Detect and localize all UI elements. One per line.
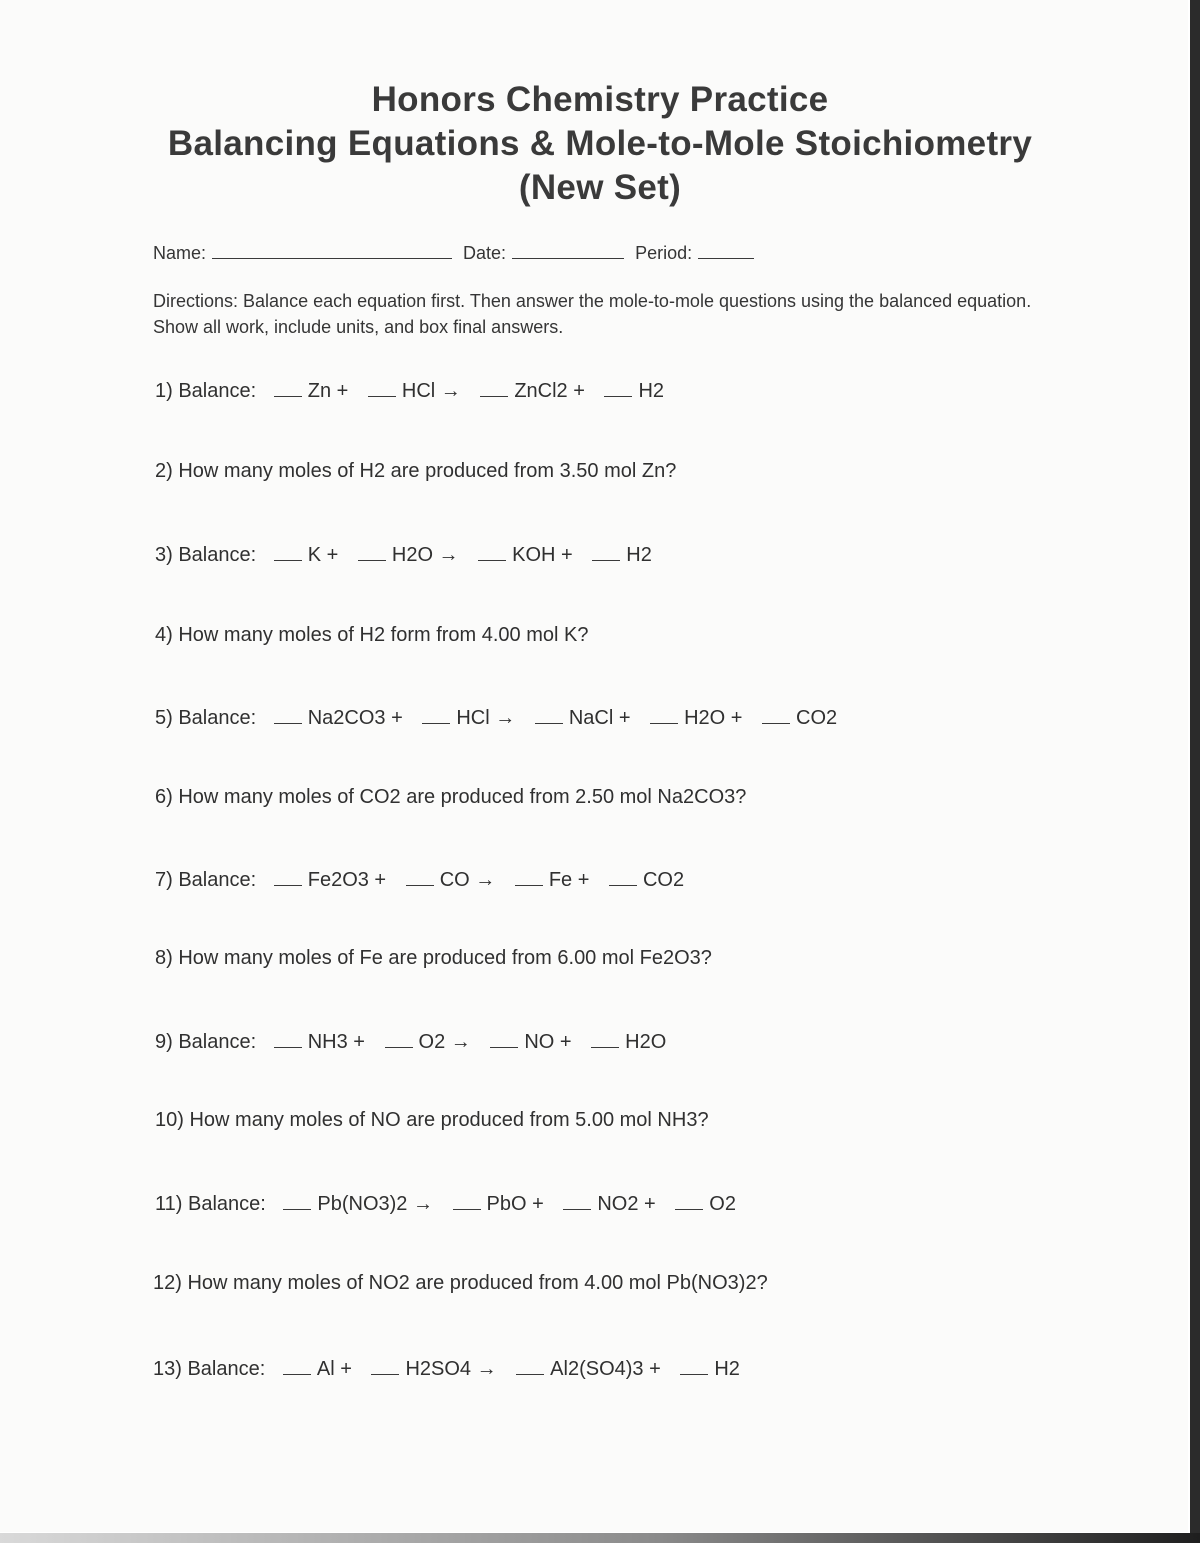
equation-term: HCl → xyxy=(401,380,461,402)
item-5-balance xyxy=(155,705,845,730)
name-blank[interactable] xyxy=(212,240,452,259)
item-9-balance xyxy=(155,1029,674,1054)
item-label: 5) Balance: xyxy=(155,707,257,729)
item-1-balance xyxy=(155,378,672,403)
equation-term: H2O + xyxy=(684,707,743,729)
name-label: Name: xyxy=(153,243,207,263)
title-line-1: Honors Chemistry Practice xyxy=(371,80,829,119)
equation-term: NO2 + xyxy=(597,1193,656,1215)
equation-term: H2 xyxy=(638,380,665,402)
page-edge-shadow-bottom xyxy=(0,1533,1200,1543)
equation-term: NH3 + xyxy=(307,1031,365,1053)
equation-term: H2O → xyxy=(391,544,459,566)
equation-term: Pb(NO3)2 → xyxy=(317,1193,433,1215)
coefficient-blank[interactable] xyxy=(274,867,302,886)
equation-term: CO2 xyxy=(642,869,685,891)
equation-term: H2 xyxy=(626,544,652,566)
period-blank[interactable] xyxy=(698,240,754,259)
item-13-balance xyxy=(153,1356,748,1381)
item-11-balance xyxy=(155,1191,744,1216)
item-4-question: 4) How many moles of H2 form from 4.00 mol K? xyxy=(155,624,589,646)
item-10-question: 10) How many moles of NO are produced from 5.00 mol NH3? xyxy=(155,1109,709,1131)
coefficient-blank[interactable] xyxy=(371,1356,399,1375)
coefficient-blank[interactable] xyxy=(274,1029,302,1048)
equation-term: Al2(SO4)3 + xyxy=(550,1358,661,1380)
equation-term: Fe2O3 + xyxy=(307,869,387,891)
equation-term: H2SO4 → xyxy=(405,1358,497,1380)
item-label: 11) Balance: xyxy=(155,1193,266,1215)
coefficient-blank[interactable] xyxy=(422,705,450,724)
equation-term: CO → xyxy=(439,869,496,891)
item-7-balance xyxy=(155,867,692,892)
item-label: 7) Balance: xyxy=(155,869,257,891)
coefficient-blank[interactable] xyxy=(406,867,434,886)
coefficient-blank[interactable] xyxy=(480,378,508,397)
coefficient-blank[interactable] xyxy=(762,705,790,724)
coefficient-blank[interactable] xyxy=(274,705,302,724)
coefficient-blank[interactable] xyxy=(650,705,678,724)
equation-term: CO2 xyxy=(796,707,838,729)
title-line-2: Balancing Equations & Mole-to-Mole Stoichiometry xyxy=(167,124,1033,163)
title-line-3: (New Set) xyxy=(518,168,682,207)
coefficient-blank[interactable] xyxy=(358,542,386,561)
coefficient-blank[interactable] xyxy=(591,1029,619,1048)
equation-term: NO + xyxy=(524,1031,572,1053)
item-label: 13) Balance: xyxy=(153,1358,266,1380)
coefficient-blank[interactable] xyxy=(368,378,396,397)
coefficient-blank[interactable] xyxy=(274,542,302,561)
coefficient-blank[interactable] xyxy=(385,1029,413,1048)
period-label: Period: xyxy=(635,243,693,263)
coefficient-blank[interactable] xyxy=(535,705,563,724)
coefficient-blank[interactable] xyxy=(516,1356,544,1375)
equation-term: NaCl + xyxy=(568,707,631,729)
item-6-question: 6) How many moles of CO2 are produced from 2.50 mol Na2CO3? xyxy=(155,786,747,808)
coefficient-blank[interactable] xyxy=(563,1191,591,1210)
title-block xyxy=(0,78,1200,210)
coefficient-blank[interactable] xyxy=(274,378,302,397)
date-blank[interactable] xyxy=(512,240,624,259)
equation-term: KOH + xyxy=(512,544,573,566)
item-label: 1) Balance: xyxy=(155,380,257,402)
equation-term: H2 xyxy=(714,1358,740,1380)
coefficient-blank[interactable] xyxy=(283,1356,311,1375)
directions-text: Directions: Balance each equation first. Then answer the mole-to-mole questions using the balanced equation. Show all work, include units, and box final answers. xyxy=(153,291,1032,337)
item-8-question: 8) How many moles of Fe are produced from 6.00 mol Fe2O3? xyxy=(155,947,712,969)
equation-term: PbO + xyxy=(486,1193,544,1215)
equation-term: O2 xyxy=(709,1193,736,1215)
equation-term: Al + xyxy=(316,1358,352,1380)
item-2-question: 2) How many moles of H2 are produced from 3.50 mol Zn? xyxy=(155,460,677,482)
coefficient-blank[interactable] xyxy=(453,1191,481,1210)
coefficient-blank[interactable] xyxy=(592,542,620,561)
student-info-row xyxy=(153,240,760,264)
equation-term: Na2CO3 + xyxy=(307,707,403,729)
coefficient-blank[interactable] xyxy=(609,867,637,886)
equation-term: O2 → xyxy=(418,1031,471,1053)
coefficient-blank[interactable] xyxy=(283,1191,311,1210)
coefficient-blank[interactable] xyxy=(490,1029,518,1048)
date-label: Date: xyxy=(463,243,507,263)
coefficient-blank[interactable] xyxy=(515,867,543,886)
item-12-question: 12) How many moles of NO2 are produced from 4.00 mol Pb(NO3)2? xyxy=(153,1272,768,1294)
page-edge-shadow-right xyxy=(1190,0,1200,1543)
coefficient-blank[interactable] xyxy=(604,378,632,397)
item-3-balance xyxy=(155,542,660,567)
equation-term: K + xyxy=(307,544,339,566)
item-label: 3) Balance: xyxy=(155,544,257,566)
coefficient-blank[interactable] xyxy=(680,1356,708,1375)
equation-term: Zn + xyxy=(307,380,349,402)
coefficient-blank[interactable] xyxy=(675,1191,703,1210)
equation-term: Fe + xyxy=(548,869,590,891)
item-label: 9) Balance: xyxy=(155,1031,257,1053)
equation-term: ZnCl2 + xyxy=(514,380,585,402)
coefficient-blank[interactable] xyxy=(478,542,506,561)
equation-term: H2O xyxy=(625,1031,667,1053)
equation-term: HCl → xyxy=(456,707,516,729)
